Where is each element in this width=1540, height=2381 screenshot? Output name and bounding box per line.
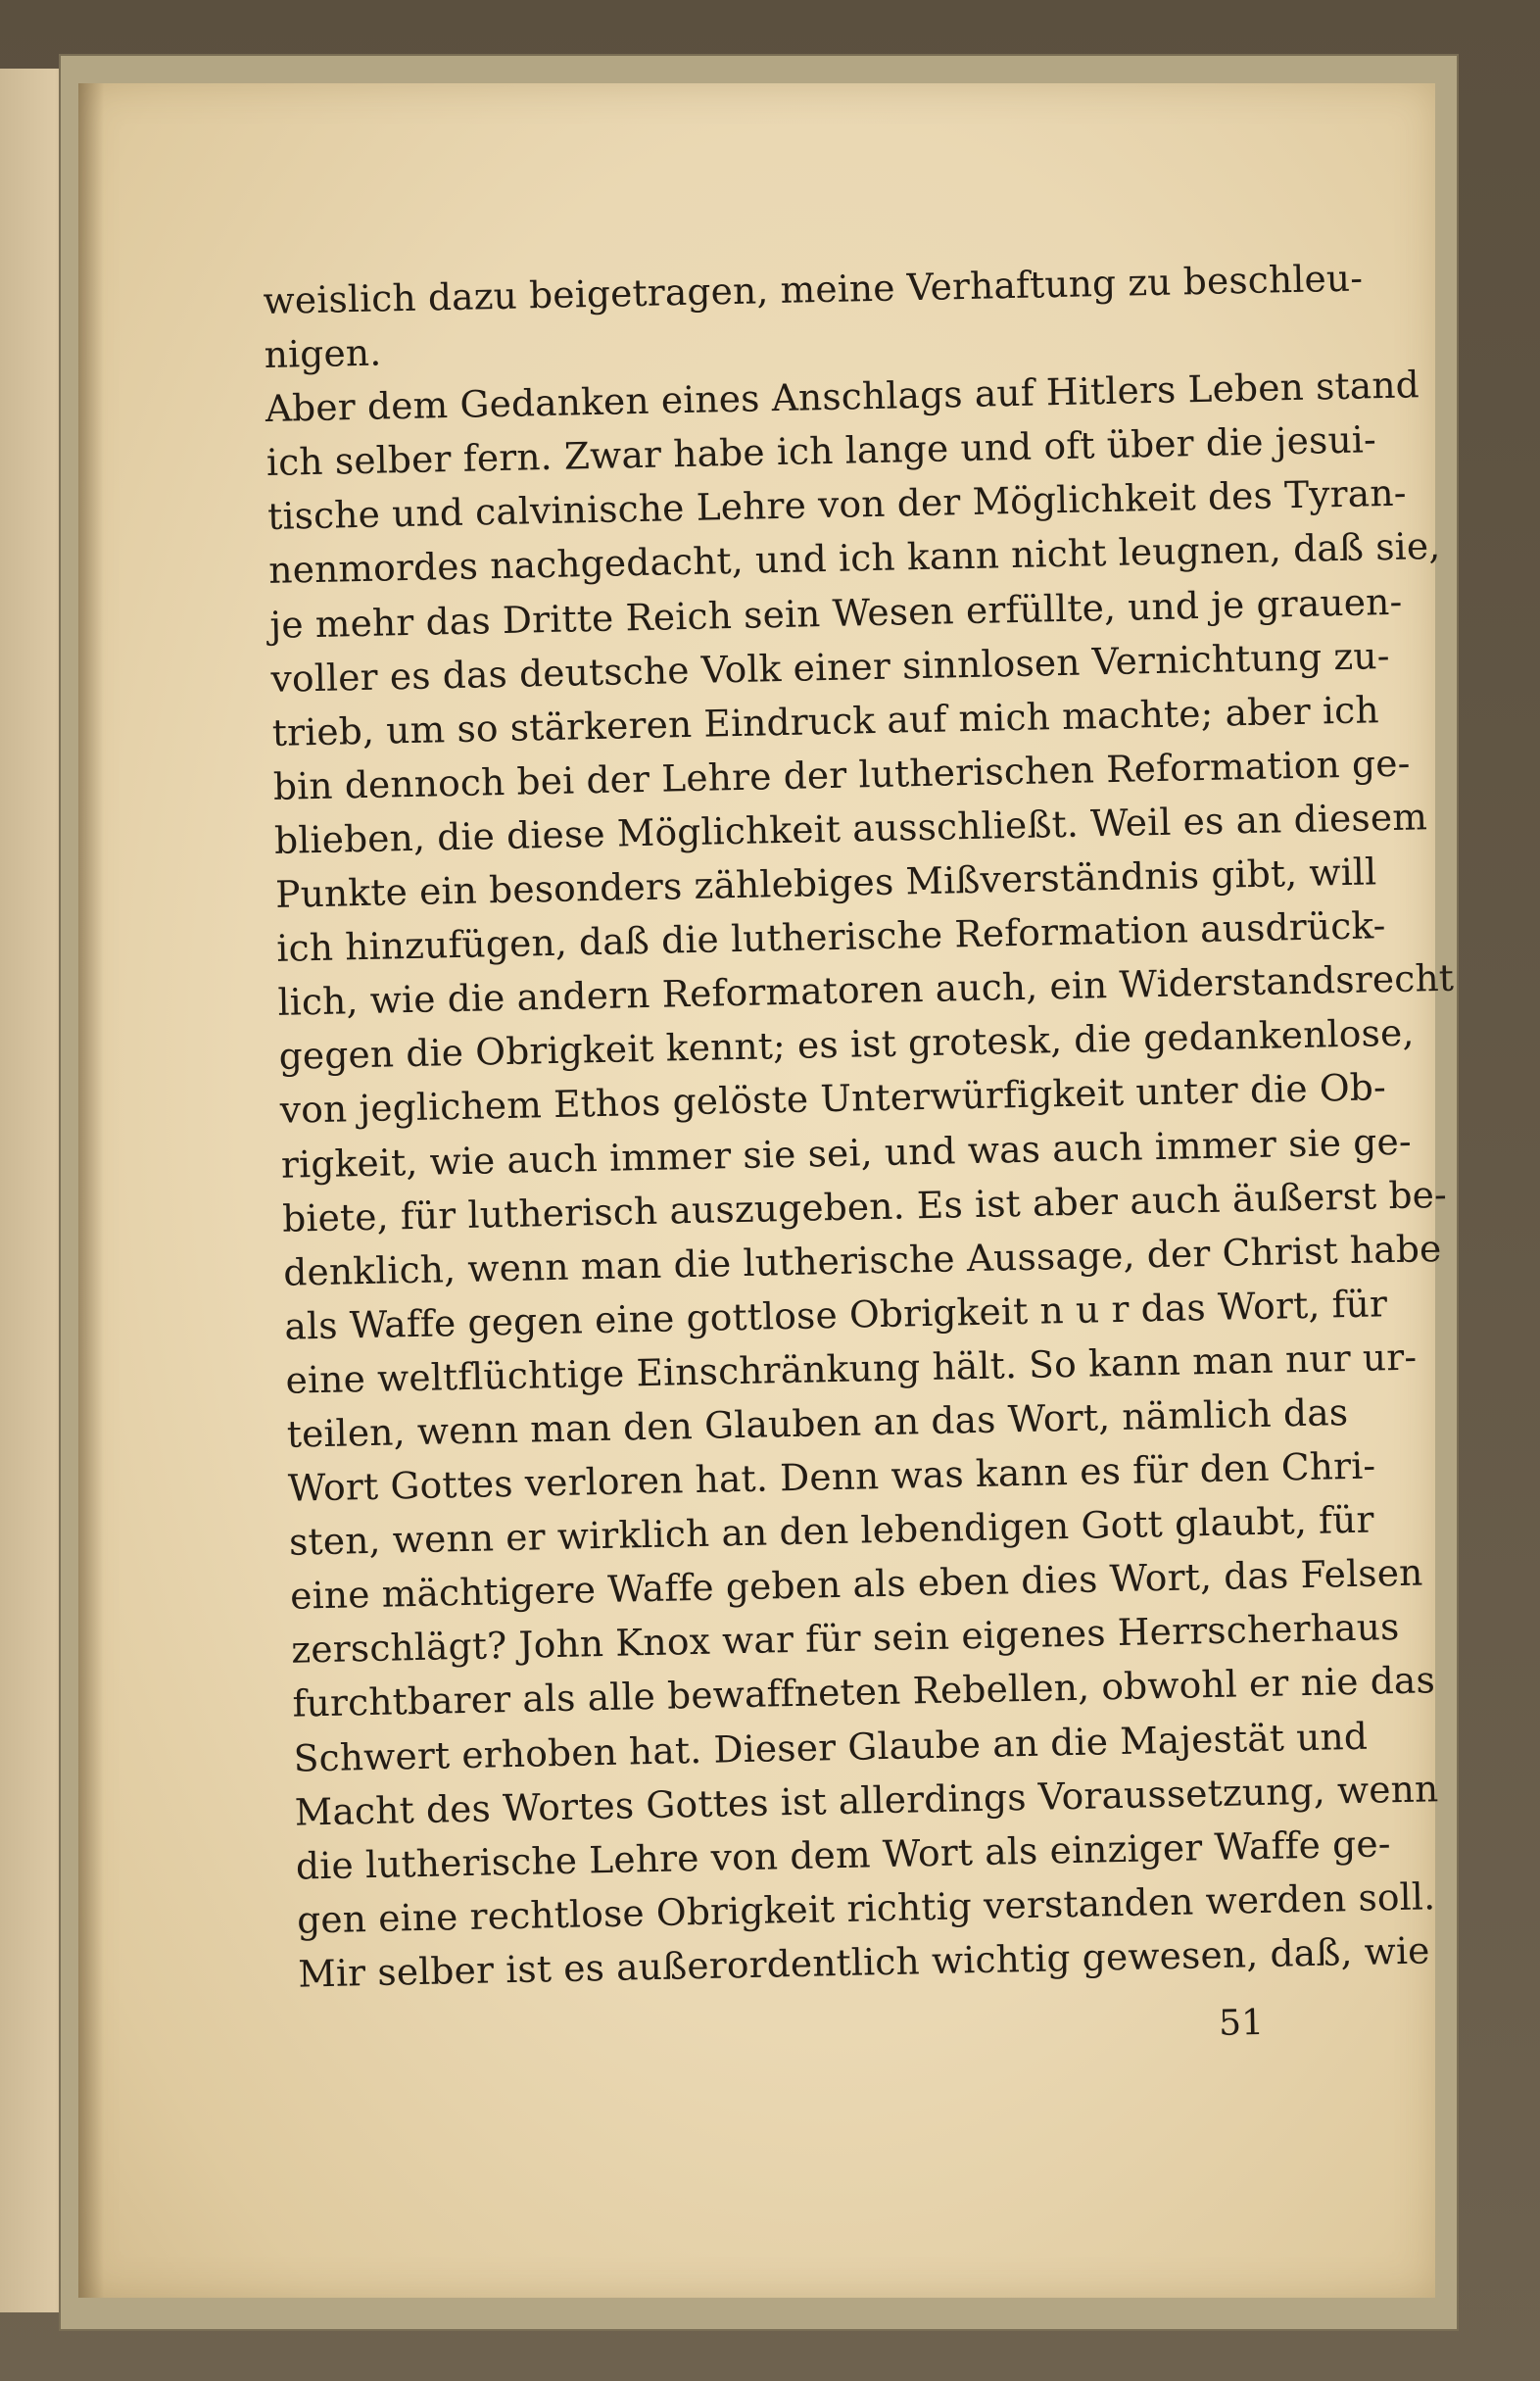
text-line: denklich, wenn man die lutherische Aussage, der Christ habe xyxy=(282,1226,1442,1294)
text-line: biete, für lutherisch auszugeben. Es ist aber auch äußerst be- xyxy=(281,1172,1448,1240)
text-line: gen eine rechtlose Obrigkeit richtig verstanden werden soll. xyxy=(296,1874,1436,1942)
text-line: eine weltflüchtige Einschränkung hält. So kann man nur ur- xyxy=(285,1335,1418,1402)
text-line: furchtbarer als alle bewaffneten Rebellen, obwohl er nie das xyxy=(292,1658,1436,1726)
text-line: je mehr das Dritte Reich sein Wesen erfüllte, und je grauen- xyxy=(269,579,1403,647)
page-number: 51 xyxy=(1218,2002,1265,2044)
text-line: voller es das deutsche Volk einer sinnlosen Vernichtung zu- xyxy=(270,633,1391,701)
text-line: ich selber fern. Zwar habe ich lange und oft über die jesui- xyxy=(265,417,1377,485)
text-line: die lutherische Lehre von dem Wort als einziger Waffe ge- xyxy=(295,1821,1392,1888)
text-line: von jeglichem Ethos gelöste Unterwürfigkeit unter die Ob- xyxy=(279,1065,1387,1133)
text-line: zerschlägt? John Knox war für sein eigenes Herrscherhaus xyxy=(290,1605,1400,1673)
text-line: trieb, um so stärkeren Eindruck auf mich machte; aber ich xyxy=(271,687,1380,754)
text-line: blieben, die diese Möglichkeit ausschließt. Weil es an diesem xyxy=(273,795,1428,862)
text-line: Wort Gottes verloren hat. Denn was kann es für den Chri- xyxy=(287,1443,1376,1510)
text-line: als Waffe gegen eine gottlose Obrigkeit n u r das Wort, für xyxy=(284,1281,1388,1348)
text-line: nigen. xyxy=(264,330,382,377)
text-line: weislich dazu beigetragen, meine Verhaftung zu beschleu- xyxy=(263,256,1364,322)
body-text xyxy=(263,254,1455,2002)
text-line: bin dennoch bei der Lehre der lutherischen Reformation ge- xyxy=(272,741,1411,808)
text-line: ich hinzufügen, daß die lutherische Reformation ausdrück- xyxy=(275,903,1386,970)
text-line: Schwert erhoben hat. Dieser Glaube an die Majestät und xyxy=(293,1714,1369,1780)
text-line: lich, wie die andern Reformatoren auch, ein Widerstandsrecht xyxy=(277,955,1455,1025)
page-gutter-shadow xyxy=(78,83,104,2298)
text-line: sten, wenn er wirklich an den lebendigen Gott glaubt, für xyxy=(288,1497,1375,1564)
text-line: gegen die Obrigkeit kennt; es ist grotesk, die gedankenlose, xyxy=(278,1010,1415,1079)
text-line: rigkeit, wie auch immer sie sei, und was auch immer sie ge- xyxy=(280,1119,1413,1187)
text-line: tische und calvinische Lehre von der Möglichkeit des Tyran- xyxy=(266,470,1408,539)
text-line: Punkte ein besonders zählebiges Mißverständnis gibt, will xyxy=(274,850,1377,916)
text-line: Macht des Wortes Gottes ist allerdings Voraussetzung, wenn xyxy=(294,1766,1439,1834)
text-line: Aber dem Gedanken eines Anschlags auf Hitlers Leben stand xyxy=(265,363,1420,431)
text-line: teilen, wenn man den Glauben an das Wort, nämlich das xyxy=(286,1390,1349,1456)
text-line: Mir selber ist es außerordentlich wichtig gewesen, daß, wie xyxy=(297,1928,1430,1996)
text-line: eine mächtigere Waffe geben als eben dies Wort, das Felsen xyxy=(289,1550,1423,1618)
text-line: nenmordes nachgedacht, und ich kann nicht leugnen, daß sie, xyxy=(267,524,1441,593)
